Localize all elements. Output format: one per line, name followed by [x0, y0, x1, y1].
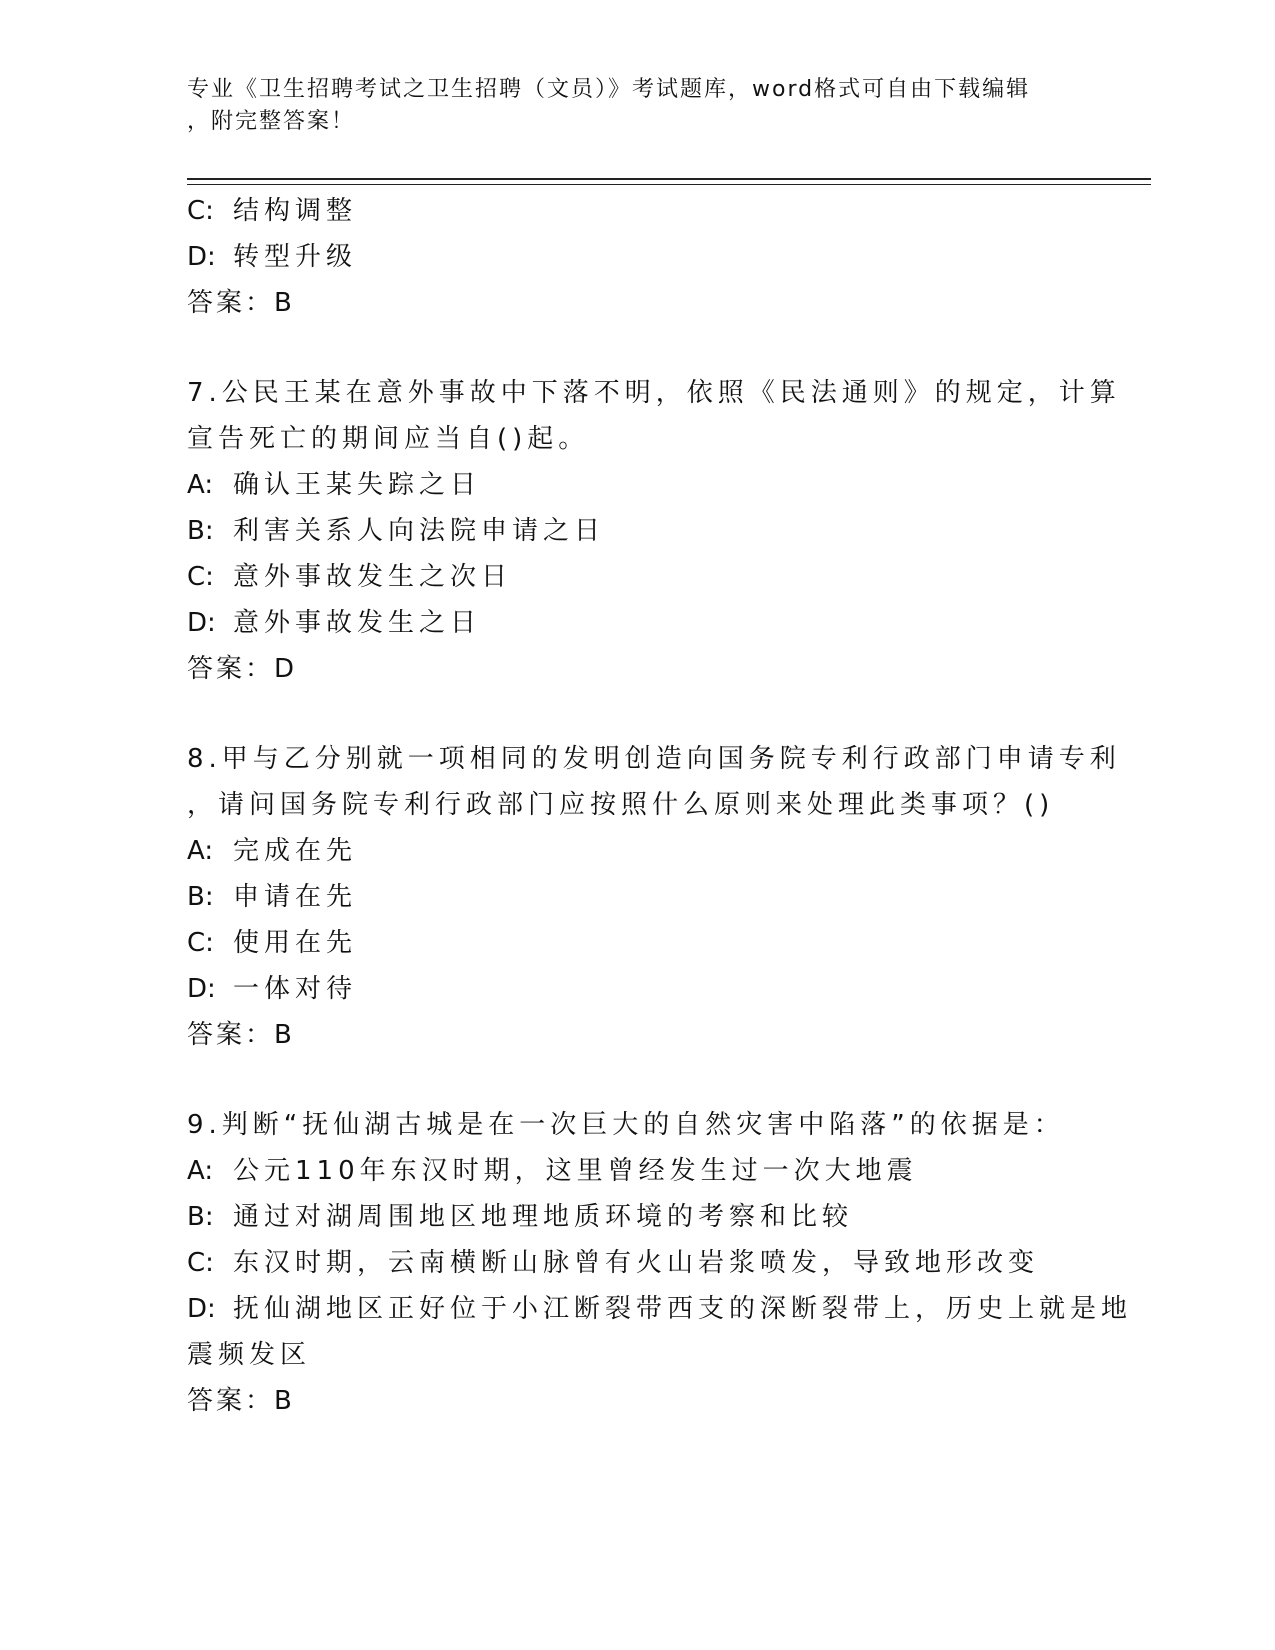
option-c [187, 554, 1077, 600]
option-b [187, 1194, 1077, 1240]
answer-value: B [274, 1020, 295, 1050]
option-text: 完成在先 [233, 836, 358, 866]
question-stem-line: ，请问国务院专利行政部门应按照什么原则来处理此类事项？() [187, 790, 1055, 820]
option-label: C: [187, 562, 214, 592]
option-text: 意外事故发生之日 [233, 608, 482, 638]
answer-value: B [274, 1386, 295, 1416]
header-line-2: ，附完整答案！ [187, 109, 356, 134]
option-label: D: [187, 242, 216, 272]
question-stem-line: 8.甲与乙分别就一项相同的发明创造向国务院专利行政部门申请专利 [187, 744, 1121, 774]
question-stem-line: 7.公民王某在意外事故中下落不明，依照《民法通则》的规定，计算 [187, 378, 1121, 408]
option-a [187, 462, 1077, 508]
option-text: 震频发区 [187, 1340, 312, 1370]
option-label: B: [187, 516, 214, 546]
answer-line [187, 646, 1077, 692]
answer-label: 答案： [187, 1386, 275, 1416]
option-d [187, 600, 1077, 646]
question-9 [187, 1102, 1133, 1424]
option-d [187, 966, 1077, 1012]
answer-label: 答案： [187, 288, 275, 318]
option-text: 意外事故发生之次日 [233, 562, 513, 592]
option-label: C: [187, 196, 214, 226]
option-text: 转型升级 [233, 242, 358, 272]
option-c [187, 1240, 1077, 1286]
question-continued [187, 188, 1077, 326]
option-label: D: [187, 1294, 216, 1324]
option-c [187, 920, 1077, 966]
option-b [187, 874, 1077, 920]
option-d-continued [187, 1332, 1077, 1378]
option-text: 通过对湖周围地区地理地质环境的考察和比较 [233, 1202, 854, 1232]
option-text: 公元110年东汉时期，这里曾经发生过一次大地震 [233, 1156, 918, 1186]
option-label: B: [187, 1202, 214, 1232]
option-text: 申请在先 [233, 882, 358, 912]
option-label: A: [187, 470, 214, 500]
answer-value: B [274, 288, 295, 318]
answer-label: 答案： [187, 1020, 275, 1050]
option-text: 利害关系人向法院申请之日 [233, 516, 606, 546]
option-label: A: [187, 836, 214, 866]
question-stem-line: 宣告死亡的期间应当自()起。 [187, 424, 590, 454]
option-text: 一体对待 [233, 974, 358, 1004]
header-line-1: 专业《卫生招聘考试之卫生招聘（文员）》考试题库，word格式可自由下载编辑 [187, 77, 1031, 102]
option-label: C: [187, 1248, 214, 1278]
document-content [187, 188, 1133, 1424]
answer-line [187, 1378, 1077, 1424]
question-7 [187, 370, 1121, 692]
question-8 [187, 736, 1121, 1058]
option-label: C: [187, 928, 214, 958]
option-text: 确认王某失踪之日 [233, 470, 482, 500]
option-text: 使用在先 [233, 928, 358, 958]
option-label: D: [187, 974, 216, 1004]
option-a [187, 828, 1077, 874]
option-a [187, 1148, 1077, 1194]
header-rule-thin [187, 184, 1151, 185]
option-label: A: [187, 1156, 214, 1186]
option-text: 结构调整 [233, 196, 358, 226]
option-label: B: [187, 882, 214, 912]
answer-value: D [274, 654, 298, 684]
answer-label: 答案： [187, 654, 275, 684]
answer-line [187, 280, 1077, 326]
header-rule-thick [187, 178, 1151, 180]
question-stem-line: 9.判断“抚仙湖古城是在一次巨大的自然灾害中陷落”的依据是： [187, 1110, 1065, 1140]
option-b [187, 508, 1077, 554]
document-header [187, 74, 1067, 138]
option-text: 东汉时期，云南横断山脉曾有火山岩浆喷发，导致地形改变 [233, 1248, 1040, 1278]
answer-line [187, 1012, 1077, 1058]
option-c [187, 188, 1077, 234]
option-d [187, 1286, 1133, 1332]
option-text: 抚仙湖地区正好位于小江断裂带西支的深断裂带上，历史上就是地 [233, 1294, 1133, 1324]
option-d [187, 234, 1077, 280]
option-label: D: [187, 608, 216, 638]
